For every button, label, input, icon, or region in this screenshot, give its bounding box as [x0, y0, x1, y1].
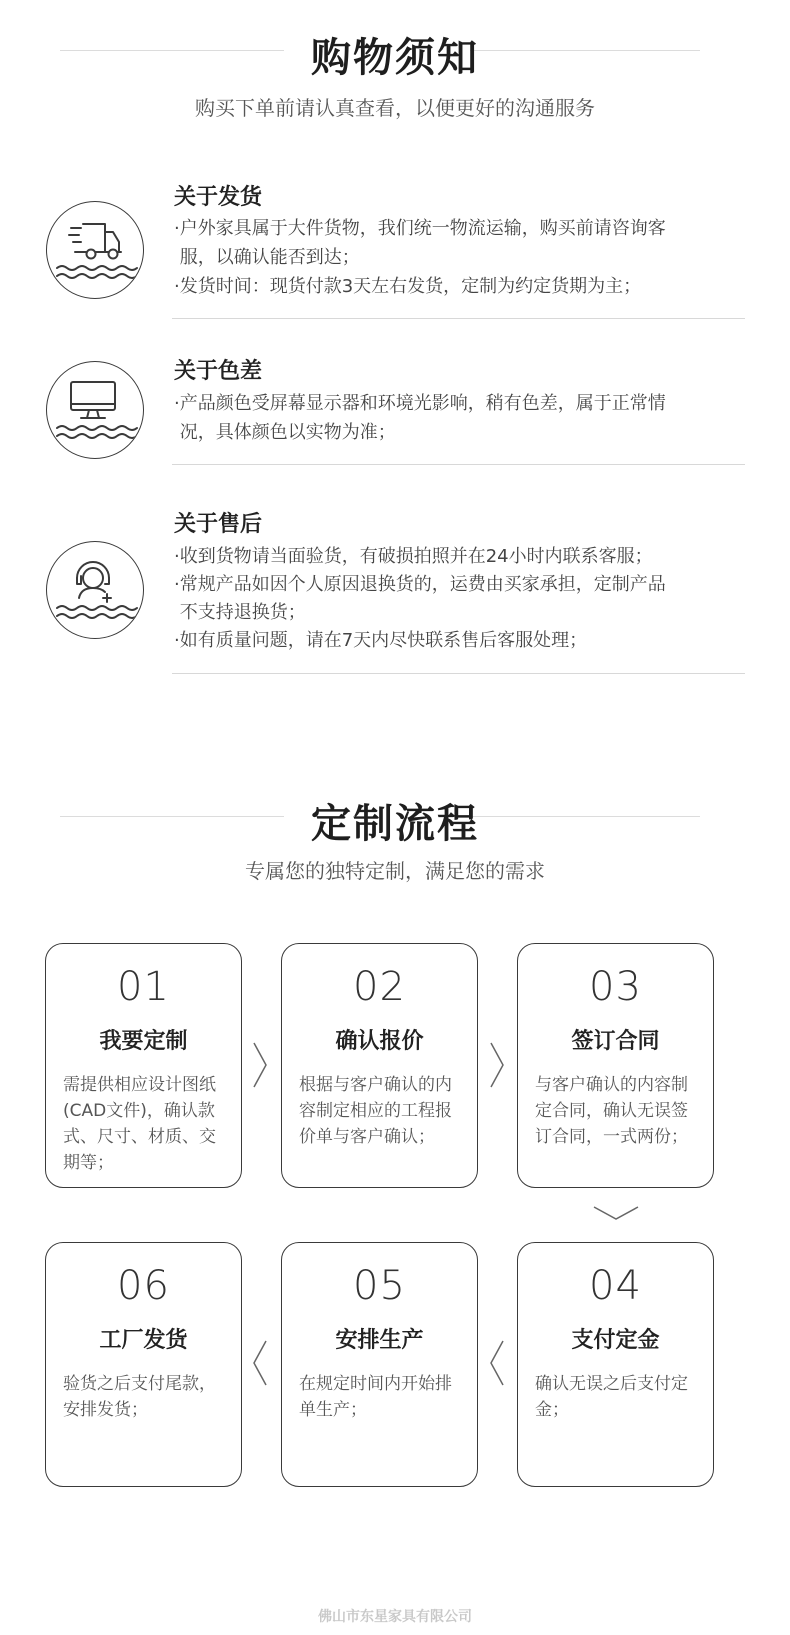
notice-line: ·产品颜色受屏幕显示器和环境光影响，稍有色差，属于正常情: [174, 393, 666, 414]
step-card-03: [517, 943, 714, 1188]
chevron-left-icon: [487, 1338, 507, 1388]
step-card-06: [45, 1242, 242, 1487]
step-title: 安排生产: [335, 1328, 424, 1353]
notice-heading-shipping: 关于发货: [174, 185, 263, 210]
notice-subtitle: 购买下单前请认真查看，以便更好的沟通服务: [195, 96, 595, 120]
monitor-icon: [46, 361, 144, 459]
step-description: 根据与客户确认的内容制定相应的工程报价单与客户确认；: [299, 1075, 452, 1147]
step-description: 确认无误之后支付定金；: [535, 1374, 688, 1420]
notice-line: ·发货时间：现货付款3天左右发货，定制为约定货期为主；: [174, 276, 642, 297]
notice-divider: [172, 318, 745, 319]
step-description: 需提供相应设计图纸(CAD文件)，确认款式、尺寸、材质、交期等；: [63, 1075, 216, 1173]
delivery-truck-icon: [46, 201, 144, 299]
process-subtitle: 专属您的独特定制，满足您的需求: [245, 859, 545, 883]
step-card-04: [517, 1242, 714, 1487]
step-title: 工厂发货: [99, 1328, 188, 1353]
notice-heading-color: 关于色差: [174, 359, 263, 384]
notice-line: ·如有质量问题，请在7天内尽快联系售后客服处理；: [174, 630, 588, 651]
step-card-05: [281, 1242, 478, 1487]
notice-line: ·收到货物请当面验货，有破损拍照并在24小时内联系客服；: [174, 546, 653, 567]
notice-line: 况，具体颜色以实物为准；: [174, 422, 396, 443]
notice-line: 不支持退换货；: [174, 602, 306, 623]
step-number: 03: [589, 964, 642, 1010]
notice-line: ·户外家具属于大件货物，我们统一物流运输，购买前请咨询客: [174, 218, 666, 239]
step-card-02: [281, 943, 478, 1188]
step-number: 06: [117, 1263, 170, 1309]
chevron-down-icon: [592, 1203, 640, 1223]
step-title: 签订合同: [571, 1029, 660, 1054]
process-title: 定制流程: [311, 801, 479, 847]
step-card-01: [45, 943, 242, 1188]
step-description: 与客户确认的内容制定合同，确认无误签订合同，一式两份；: [535, 1075, 688, 1147]
company-footer: 佛山市东星家具有限公司: [318, 1609, 472, 1625]
notice-divider: [172, 673, 745, 674]
step-title: 我要定制: [99, 1029, 188, 1054]
step-number: 02: [353, 964, 406, 1010]
step-number: 04: [589, 1263, 642, 1309]
step-number: 05: [353, 1263, 406, 1309]
customer-service-icon: [46, 541, 144, 639]
step-title: 确认报价: [335, 1029, 424, 1054]
step-title: 支付定金: [571, 1328, 660, 1353]
step-description: 验货之后支付尾款，安排发货；: [63, 1374, 216, 1420]
notice-heading-aftersales: 关于售后: [174, 512, 263, 537]
chevron-right-icon: [250, 1040, 270, 1090]
chevron-left-icon: [250, 1338, 270, 1388]
notice-divider: [172, 464, 745, 465]
step-description: 在规定时间内开始排单生产；: [299, 1374, 452, 1420]
step-number: 01: [117, 964, 170, 1010]
chevron-right-icon: [487, 1040, 507, 1090]
notice-line: ·常规产品如因个人原因退换货的，运费由买家承担，定制产品: [174, 574, 666, 595]
notice-line: 服，以确认能否到达；: [174, 247, 360, 268]
notice-title: 购物须知: [311, 35, 479, 81]
